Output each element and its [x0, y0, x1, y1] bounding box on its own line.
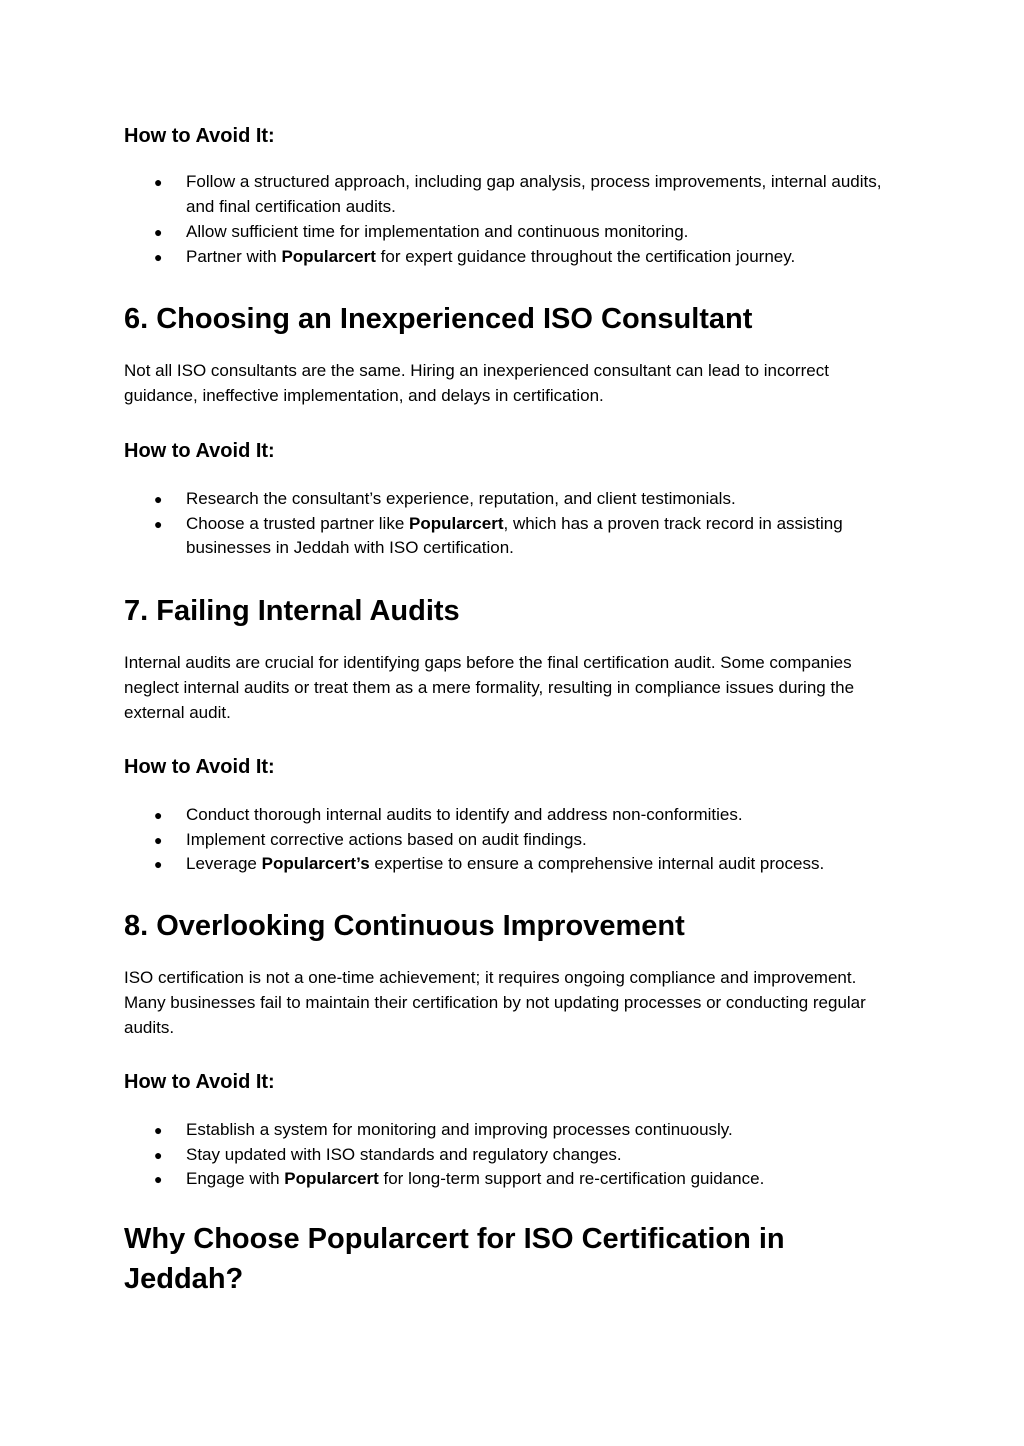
avoid-heading-6: How to Avoid It: — [124, 440, 275, 462]
list-item: ● Leverage Popularcert’s expertise to ensure a comprehensive internal audit process. — [124, 852, 914, 877]
list-item: ● Stay updated with ISO standards and regulatory changes. — [124, 1143, 914, 1168]
brand-name: Popularcert — [281, 246, 376, 266]
brand-name: Popularcert — [284, 1169, 379, 1188]
section-body-8: ISO certification is not a one-time achievement; it requires ongoing compliance and improvement. Many businesses fail to maintain their certification by not updating processes or conducting regular audits. — [124, 968, 866, 1037]
avoid-heading-5: How to Avoid It: — [124, 125, 275, 147]
bullet-icon: ● — [154, 174, 163, 190]
bullet-icon: ● — [154, 807, 163, 823]
list-item: ● Partner with Popularcert for expert guidance throughout the certification journey. — [124, 245, 914, 270]
list-item: ● Conduct thorough internal audits to identify and address non-conformities. — [124, 803, 914, 828]
avoid-heading-7: How to Avoid It: — [124, 756, 275, 778]
bullet-icon: ● — [154, 1171, 163, 1187]
list-item: ● Establish a system for monitoring and improving processes continuously. — [124, 1118, 914, 1143]
bullet-icon: ● — [154, 1122, 163, 1138]
bullet-icon: ● — [154, 248, 163, 265]
brand-name: Popularcert’s — [261, 854, 370, 873]
section-body-6: Not all ISO consultants are the same. Hiring an inexperienced consultant can lead to incorrect guidance, ineffective implementation, and delays in certification. — [124, 361, 829, 405]
list-item: ● Implement corrective actions based on audit findings. — [124, 828, 914, 853]
list-item: ● Research the consultant’s experience, reputation, and client testimonials. — [124, 487, 914, 512]
bullet-icon: ● — [154, 224, 163, 240]
list-item: ● Engage with Popularcert for long-term support and re-certification guidance. — [124, 1167, 914, 1192]
section-title-8: 8. Overlooking Continuous Improvement — [124, 910, 685, 942]
list-item: ● Follow a structured approach, including gap analysis, process improvements, internal audits, and final certification audits. — [154, 172, 882, 216]
list-item: ● Allow sufficient time for implementation and continuous monitoring. — [124, 220, 914, 245]
bullet-icon: ● — [154, 856, 163, 872]
bullet-icon: ● — [154, 1146, 163, 1163]
section-title-6: 6. Choosing an Inexperienced ISO Consultant — [124, 303, 753, 335]
avoid-list-8 — [124, 1118, 914, 1192]
avoid-list-7 — [124, 803, 914, 877]
section-body-7: Internal audits are crucial for identifying gaps before the final certification audit. Some companies neglect internal audits or treat them as a mere formality, resulting in compliance issues during the external audit. — [124, 653, 855, 722]
section-title-7: 7. Failing Internal Audits — [124, 595, 460, 627]
bullet-icon: ● — [154, 491, 163, 507]
avoid-list-5 — [124, 170, 914, 269]
section-title-why: Why Choose Popularcert for ISO Certification in Jeddah? — [124, 1223, 785, 1295]
list-item: ● Choose a trusted partner like Popularcert, which has a proven track record in assisting businesses in Jeddah with ISO certification. — [154, 513, 843, 557]
avoid-heading-8: How to Avoid It: — [124, 1071, 275, 1093]
bullet-icon: ● — [154, 831, 163, 848]
bullet-icon: ● — [154, 515, 163, 532]
brand-name: Popularcert — [409, 513, 504, 533]
avoid-list-6 — [124, 487, 914, 561]
